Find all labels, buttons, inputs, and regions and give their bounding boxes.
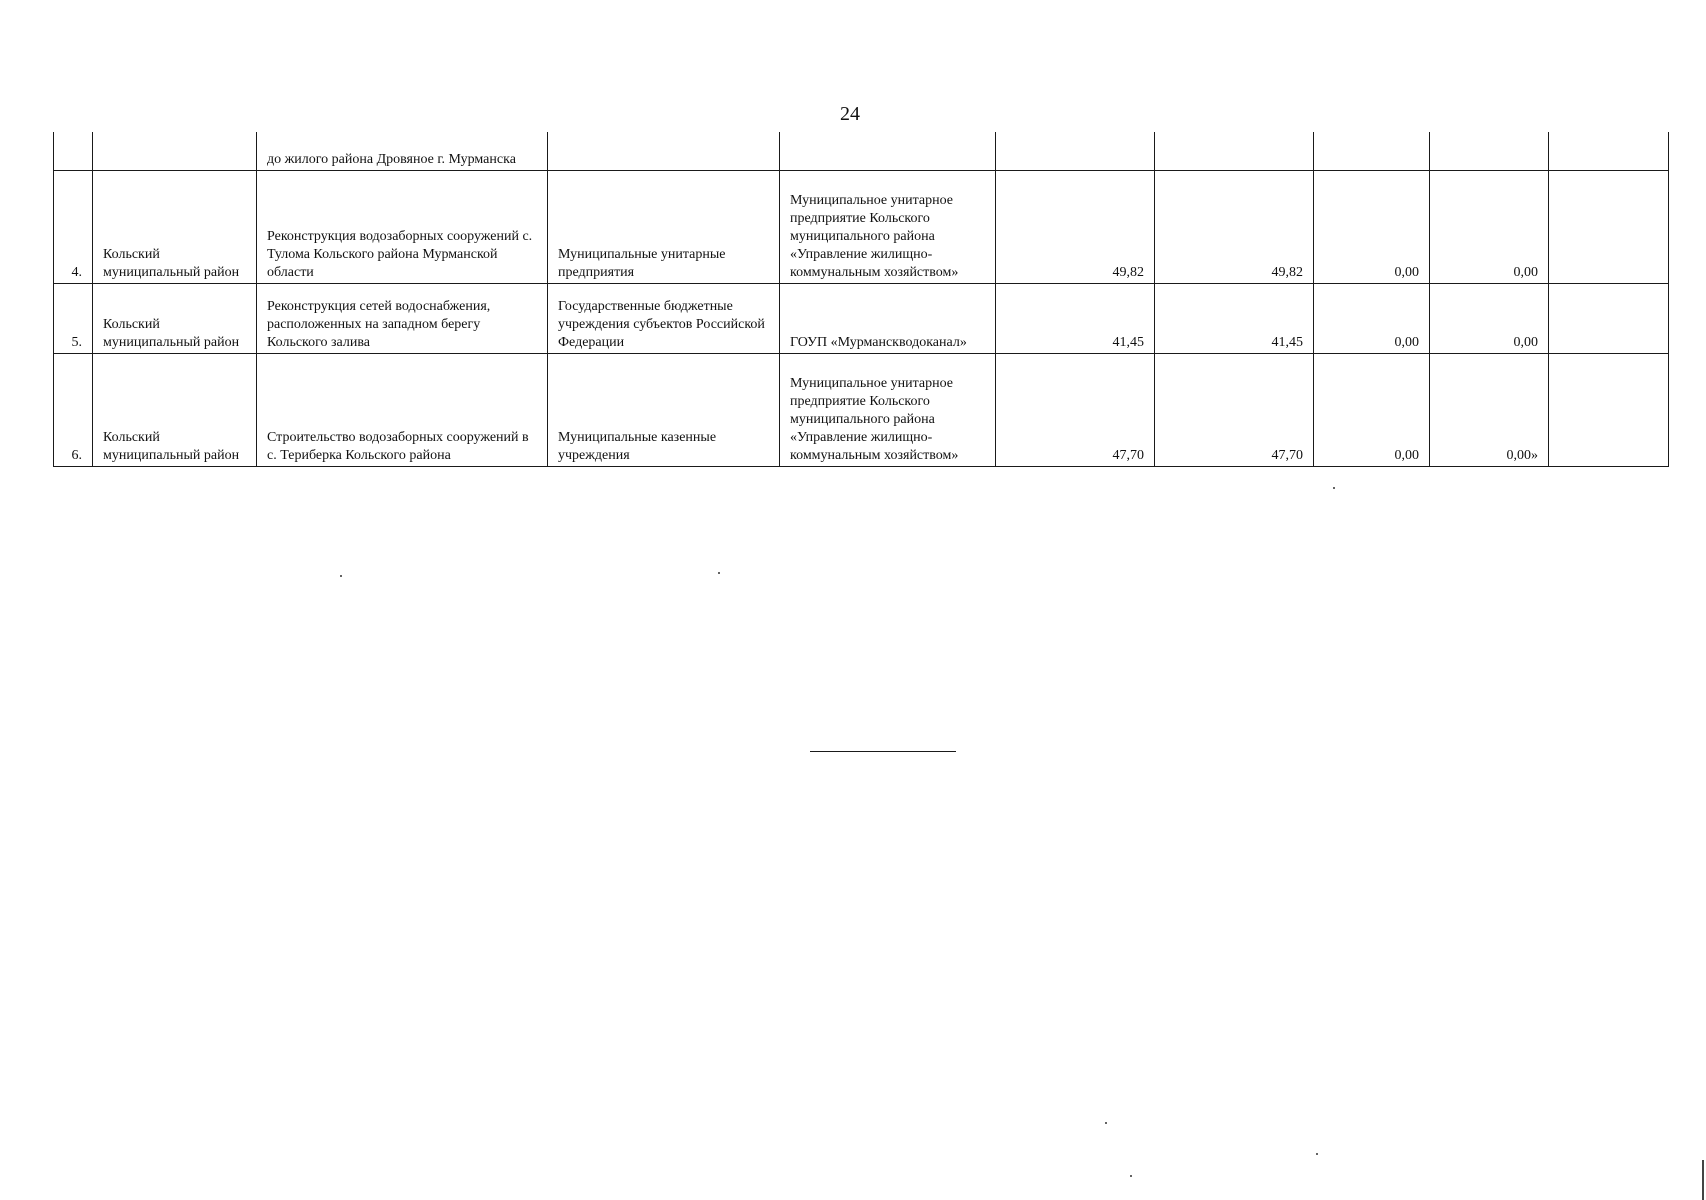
cell-value-4: 0,00: [1430, 284, 1549, 354]
cell-value-5: [1549, 284, 1669, 354]
cell-value-5: [1549, 354, 1669, 467]
cell-number: 5.: [54, 284, 93, 354]
cell-value-2: 49,82: [1155, 171, 1314, 284]
cell-recipient-type: [548, 132, 780, 171]
cell-recipient-type: Муниципальные унитарные предприятия: [548, 171, 780, 284]
page-number: 24: [840, 103, 860, 125]
cell-value-5: [1549, 132, 1669, 171]
table-row: [54, 132, 1669, 171]
cell-organization: ГОУП «Мурманскводоканал»: [780, 284, 996, 354]
cell-organization: [780, 132, 996, 171]
cell-value-1: 47,70: [996, 354, 1155, 467]
cell-value-3: [1314, 132, 1430, 171]
scan-speck: [340, 575, 342, 577]
cell-organization: Муниципальное унитарное предприятие Кольского муниципального района «Управление жилищно-коммунальным хозяйством»: [780, 171, 996, 284]
cell-project: до жилого района Дровяное г. Мурманска: [257, 132, 548, 171]
cell-value-4: 0,00»: [1430, 354, 1549, 467]
cell-number: [54, 132, 93, 171]
table-row: [54, 354, 1669, 467]
cell-number: 6.: [54, 354, 93, 467]
cell-value-2: 47,70: [1155, 354, 1314, 467]
scan-speck: [1333, 487, 1335, 489]
cell-value-1: [996, 132, 1155, 171]
cell-value-2: [1155, 132, 1314, 171]
cell-project: Реконструкция водозаборных сооружений с. Тулома Кольского района Мурманской области: [257, 171, 548, 284]
cell-district: Кольский муниципальный район: [93, 171, 257, 284]
cell-value-3: 0,00: [1314, 171, 1430, 284]
cell-number: 4.: [54, 171, 93, 284]
table-row: [54, 171, 1669, 284]
cell-recipient-type: Муниципальные казенные учреждения: [548, 354, 780, 467]
scan-speck: [1130, 1175, 1132, 1177]
cell-value-3: 0,00: [1314, 354, 1430, 467]
scan-speck: [1105, 1122, 1107, 1124]
cell-district: [93, 132, 257, 171]
cell-district: Кольский муниципальный район: [93, 354, 257, 467]
cell-project: Реконструкция сетей водоснабжения, расположенных на западном берегу Кольского залива: [257, 284, 548, 354]
scan-edge-mark: [1702, 1160, 1704, 1200]
cell-value-3: 0,00: [1314, 284, 1430, 354]
cell-district: Кольский муниципальный район: [93, 284, 257, 354]
scan-speck: [1316, 1153, 1318, 1155]
cell-value-4: 0,00: [1430, 171, 1549, 284]
table-row: [54, 284, 1669, 354]
cell-value-5: [1549, 171, 1669, 284]
cell-value-4: [1430, 132, 1549, 171]
cell-value-1: 41,45: [996, 284, 1155, 354]
scan-speck: [718, 572, 720, 574]
data-table: [53, 132, 1669, 467]
separator-line: [810, 751, 956, 752]
cell-value-1: 49,82: [996, 171, 1155, 284]
cell-project: Строительство водозаборных сооружений в с. Териберка Кольского района: [257, 354, 548, 467]
cell-recipient-type: Государственные бюджетные учреждения субъектов Российской Федерации: [548, 284, 780, 354]
cell-organization: Муниципальное унитарное предприятие Кольского муниципального района «Управление жилищно-коммунальным хозяйством»: [780, 354, 996, 467]
cell-value-2: 41,45: [1155, 284, 1314, 354]
